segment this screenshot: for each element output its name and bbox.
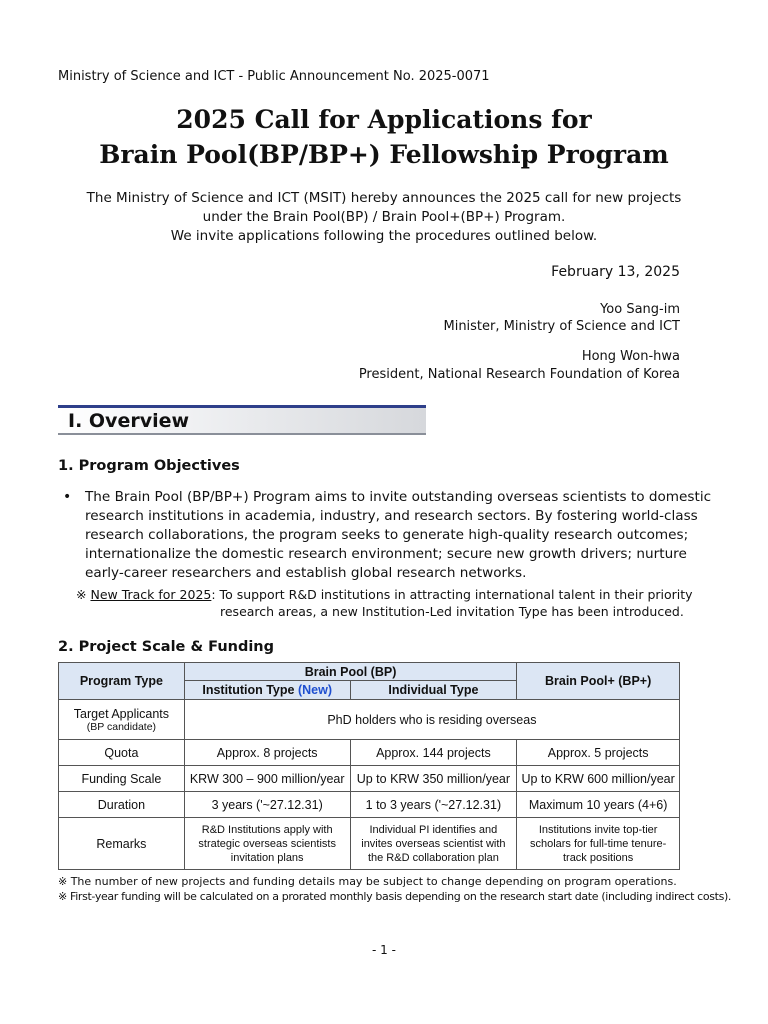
funding-table bbox=[58, 662, 680, 870]
table-row bbox=[59, 700, 680, 740]
table-row bbox=[59, 766, 680, 792]
table-cell: Institutions invite top-tier scholars for full-time tenure-track positions bbox=[517, 818, 680, 870]
subheading-objectives: 1. Program Objectives bbox=[58, 458, 240, 474]
table-cell: Approx. 8 projects bbox=[184, 740, 350, 766]
table-header-brain-pool: Brain Pool (BP) bbox=[184, 663, 516, 681]
table-header-institution-type bbox=[184, 681, 350, 700]
subheading-funding: 2. Project Scale & Funding bbox=[58, 639, 275, 655]
objectives-paragraph bbox=[85, 488, 712, 583]
intro-line: The Ministry of Science and ICT (MSIT) hereby announces the 2025 call for new projects bbox=[86, 190, 682, 206]
note-label: New Track for 2025 bbox=[90, 587, 212, 602]
table-header-program-type: Program Type bbox=[59, 663, 185, 700]
bullet-icon: • bbox=[63, 489, 72, 505]
new-track-note bbox=[76, 587, 693, 602]
page-number: - 1 - bbox=[372, 943, 396, 957]
table-cell: Up to KRW 350 million/year bbox=[350, 766, 517, 792]
paragraph-line: research institutions in academia, industry, and research sectors. By fostering world-class bbox=[85, 508, 698, 524]
section-heading-bar bbox=[58, 405, 426, 435]
signatory-name: Yoo Sang-im bbox=[600, 302, 680, 317]
row-label-remarks: Remarks bbox=[59, 818, 185, 870]
announcement-date: February 13, 2025 bbox=[551, 264, 680, 280]
table-cell: KRW 300 – 900 million/year bbox=[184, 766, 350, 792]
signatory-name: Hong Won-hwa bbox=[581, 349, 680, 364]
institution-type-label: Institution Type bbox=[202, 683, 295, 697]
page-title-line2: Brain Pool(BP/BP+) Fellowship Program bbox=[99, 140, 669, 169]
paragraph-line: The Brain Pool (BP/BP+) Program aims to invite outstanding overseas scientists to domestic bbox=[85, 489, 712, 505]
section-heading: I. Overview bbox=[68, 410, 190, 432]
note-mark-icon: ※ bbox=[76, 587, 87, 602]
row-label-target bbox=[59, 700, 185, 740]
paragraph-line: research collaborations, the program seeks to generate high-quality research outcomes; bbox=[85, 527, 689, 543]
row-label-funding: Funding Scale bbox=[59, 766, 185, 792]
table-row bbox=[59, 818, 680, 870]
table-header-brain-pool-plus: Brain Pool+ (BP+) bbox=[517, 663, 680, 700]
intro-line: We invite applications following the procedures outlined below. bbox=[170, 228, 598, 244]
note-text-continued: research areas, a new Institution-Led invitation Type has been introduced. bbox=[220, 604, 684, 619]
signatory-title: President, National Research Foundation of Korea bbox=[358, 367, 680, 382]
row-label-duration: Duration bbox=[59, 792, 185, 818]
table-cell: PhD holders who is residing overseas bbox=[184, 700, 679, 740]
table-cell: Maximum 10 years (4+6) bbox=[517, 792, 680, 818]
table-cell: Up to KRW 600 million/year bbox=[517, 766, 680, 792]
target-label: Target Applicants bbox=[73, 706, 169, 721]
footnote: ※ The number of new projects and funding details may be subject to change depending on program operations. bbox=[58, 875, 677, 888]
table-row bbox=[59, 740, 680, 766]
table-cell: R&D Institutions apply with strategic overseas scientists invitation plans bbox=[184, 818, 350, 870]
target-sublabel: (BP candidate) bbox=[86, 720, 157, 733]
table-cell: Approx. 5 projects bbox=[517, 740, 680, 766]
table-row bbox=[59, 792, 680, 818]
note-text: : To support R&D institutions in attracting international talent in their priority bbox=[211, 587, 693, 602]
row-label-quota: Quota bbox=[59, 740, 185, 766]
table-cell: Individual PI identifies and invites overseas scientist with the R&D collaboration plan bbox=[350, 818, 517, 870]
new-badge: (New) bbox=[297, 683, 332, 697]
page-title-line1: 2025 Call for Applications for bbox=[176, 105, 592, 134]
footnote: ※ First-year funding will be calculated on a prorated monthly basis depending on the research start date (including indirect costs). bbox=[58, 890, 732, 903]
paragraph-line: internationalize the domestic research environment; secure new growth drivers; nurture bbox=[85, 546, 687, 562]
announcement-number: Ministry of Science and ICT - Public Announcement No. 2025-0071 bbox=[58, 69, 490, 84]
table-cell: 3 years ('~27.12.31) bbox=[184, 792, 350, 818]
signatory-title: Minister, Ministry of Science and ICT bbox=[443, 319, 680, 334]
table-header-individual-type: Individual Type bbox=[350, 681, 517, 700]
intro-line: under the Brain Pool(BP) / Brain Pool+(BP+) Program. bbox=[202, 209, 566, 225]
paragraph-line: early-career researchers and establish global research networks. bbox=[85, 565, 527, 581]
table-cell: Approx. 144 projects bbox=[350, 740, 517, 766]
table-cell: 1 to 3 years ('~27.12.31) bbox=[350, 792, 517, 818]
